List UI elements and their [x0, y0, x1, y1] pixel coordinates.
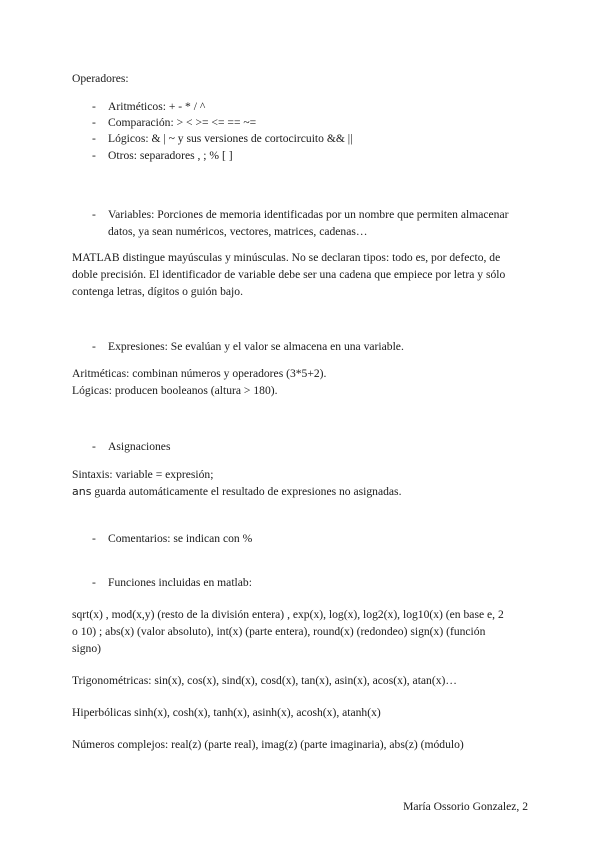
expressions-logical: Lógicas: producen booleanos (altura > 180). — [72, 384, 278, 397]
expressions-arithmetic: Aritméticas: combinan números y operadores (3*5+2). — [72, 367, 327, 380]
functions-bullet: Funciones incluidas en matlab: — [108, 576, 252, 589]
variables-bullet-line2: datos, ya sean numéricos, vectores, matrices, cadenas… — [108, 225, 368, 238]
bullet-dash: - — [92, 100, 96, 113]
functions-trigonometric: Trigonométricas: sin(x), cos(x), sind(x), cosd(x), tan(x), asin(x), acos(x), atan(x)… — [72, 674, 457, 687]
assignments-bullet: Asignaciones — [108, 440, 171, 453]
bullet-dash: - — [92, 132, 96, 145]
operator-item: Comparación: > < >= <= == ~= — [108, 116, 257, 129]
expressions-bullet: Expresiones: Se evalúan y el valor se almacena en una variable. — [108, 340, 404, 353]
functions-hyperbolic: Hiperbólicas sinh(x), cosh(x), tanh(x), asinh(x), acosh(x), atanh(x) — [72, 706, 381, 719]
operator-item: Aritméticos: + - * / ^ — [108, 100, 206, 113]
ans-description: guarda automáticamente el resultado de expresiones no asignadas. — [91, 485, 402, 498]
bullet-dash: - — [92, 440, 96, 453]
bullet-dash: - — [92, 532, 96, 545]
operator-item: Lógicos: & | ~ y sus versiones de cortocircuito && || — [108, 132, 353, 145]
variables-bullet-line1: Variables: Porciones de memoria identificadas por un nombre que permiten almacenar — [108, 208, 509, 221]
bullet-dash: - — [92, 576, 96, 589]
ans-keyword: ans — [72, 485, 92, 498]
bullet-dash: - — [92, 149, 96, 162]
assignments-ans-line — [72, 485, 401, 498]
functions-complex: Números complejos: real(z) (parte real), imag(z) (parte imaginaria), abs(z) (módulo) — [72, 738, 464, 751]
variables-paragraph-line1: MATLAB distingue mayúsculas y minúsculas. No se declaran tipos: todo es, por defecto, de — [72, 251, 501, 264]
page-heading: Operadores: — [72, 72, 129, 85]
page-footer: María Ossorio Gonzalez, 2 — [403, 800, 528, 813]
bullet-dash: - — [92, 116, 96, 129]
operator-item: Otros: separadores , ; % [ ] — [108, 149, 233, 162]
bullet-dash: - — [92, 340, 96, 353]
variables-paragraph-line2: doble precisión. El identificador de variable debe ser una cadena que empiece por letra y sólo — [72, 268, 506, 281]
assignments-syntax: Sintaxis: variable = expresión; — [72, 468, 214, 481]
functions-line2: o 10) ; abs(x) (valor absoluto), int(x) (parte entera), round(x) (redondeo) sign(x) (función — [72, 625, 486, 638]
functions-line1: sqrt(x) , mod(x,y) (resto de la división entera) , exp(x), log(x), log2(x), log10(x) (en base e, 2 — [72, 608, 504, 621]
bullet-dash: - — [92, 208, 96, 221]
comments-bullet: Comentarios: se indican con % — [108, 532, 253, 545]
variables-paragraph-line3: contenga letras, dígitos o guión bajo. — [72, 285, 243, 298]
functions-line3: signo) — [72, 642, 101, 655]
